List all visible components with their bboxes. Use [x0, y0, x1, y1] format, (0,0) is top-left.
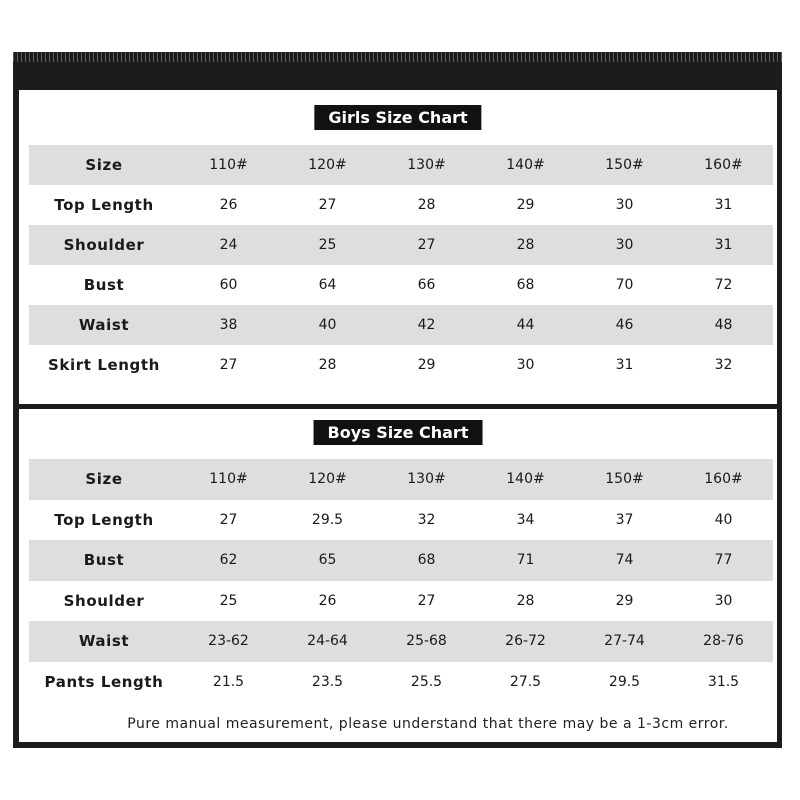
table-row	[29, 345, 773, 385]
size-header-cell: 160#	[674, 459, 773, 500]
measurement-cell: 29	[417, 357, 436, 373]
row-label: Size	[29, 459, 179, 500]
table-row	[29, 185, 773, 225]
size-header-cell: 160#	[674, 145, 773, 185]
measurement-cell: 68	[516, 277, 535, 293]
size-header-cell: 130#	[377, 145, 476, 185]
measurement-cell: 32	[714, 357, 733, 373]
measurement-cell: 70	[615, 277, 634, 293]
measurement-cell: 68	[377, 540, 476, 581]
measurement-cell: 27	[417, 592, 436, 609]
size-header-row	[29, 459, 773, 500]
measurement-cell: 48	[674, 305, 773, 345]
girls-chart-title: Girls Size Chart	[314, 105, 481, 130]
measurement-cell: 25-68	[377, 621, 476, 662]
measurement-cell: 64	[318, 277, 337, 293]
measurement-cell: 27	[219, 511, 238, 528]
measurement-cell: 31	[615, 357, 634, 373]
measurement-cell: 28-76	[674, 621, 773, 662]
measurement-cell: 60	[219, 277, 238, 293]
measurement-cell: 31	[674, 225, 773, 265]
size-chart-frame	[13, 52, 782, 748]
table-row	[29, 225, 773, 265]
measurement-cell: 65	[278, 540, 377, 581]
row-label: Shoulder	[63, 591, 145, 610]
boys-size-table	[29, 459, 773, 702]
table-row	[29, 581, 773, 622]
measurement-cell: 24-64	[278, 621, 377, 662]
boys-chart-title: Boys Size Chart	[314, 420, 483, 445]
measurement-cell: 26	[219, 197, 238, 213]
measurement-cell: 37	[615, 511, 634, 528]
measurement-cell: 34	[516, 511, 535, 528]
measurement-cell: 27	[377, 225, 476, 265]
table-row	[29, 305, 773, 345]
measurement-cell: 72	[714, 277, 733, 293]
measurement-cell: 26	[318, 592, 337, 609]
measurement-cell: 40	[714, 511, 733, 528]
row-label: Pants Length	[44, 672, 164, 691]
size-header-cell: 120#	[278, 459, 377, 500]
table-row	[29, 621, 773, 662]
measurement-cell: 30	[714, 592, 733, 609]
girls-size-table	[29, 145, 773, 385]
measurement-cell: 27.5	[509, 673, 542, 690]
measurement-cell: 21.5	[212, 673, 245, 690]
measurement-cell: 27-74	[575, 621, 674, 662]
measurement-cell: 32	[417, 511, 436, 528]
measurement-cell: 29	[516, 197, 535, 213]
measurement-cell: 26-72	[476, 621, 575, 662]
measurement-cell: 42	[377, 305, 476, 345]
row-label: Shoulder	[29, 225, 179, 265]
measurement-cell: 71	[476, 540, 575, 581]
girls-size-panel	[19, 90, 777, 404]
measurement-cell: 28	[516, 592, 535, 609]
size-header-cell: 130#	[377, 459, 476, 500]
row-label: Waist	[29, 621, 179, 662]
measurement-cell: 44	[476, 305, 575, 345]
measurement-cell: 74	[575, 540, 674, 581]
measurement-cell: 29	[615, 592, 634, 609]
row-label: Waist	[29, 305, 179, 345]
measurement-cell: 25	[219, 592, 238, 609]
row-label: Size	[29, 145, 179, 185]
size-header-cell: 150#	[575, 145, 674, 185]
measurement-note: Pure manual measurement, please understand that there may be a 1-3cm error.	[127, 716, 729, 732]
measurement-cell: 31.5	[707, 673, 740, 690]
measurement-cell: 25.5	[410, 673, 443, 690]
boys-size-panel	[19, 409, 777, 742]
measurement-cell: 24	[179, 225, 278, 265]
size-header-cell: 110#	[179, 459, 278, 500]
row-label: Skirt Length	[48, 356, 160, 374]
measurement-cell: 30	[516, 357, 535, 373]
size-header-row	[29, 145, 773, 185]
row-label: Bust	[83, 276, 125, 294]
measurement-cell: 29.5	[608, 673, 641, 690]
table-row	[29, 500, 773, 541]
size-header-cell: 120#	[278, 145, 377, 185]
size-header-cell: 150#	[575, 459, 674, 500]
row-label: Top Length	[54, 196, 154, 214]
table-row	[29, 540, 773, 581]
measurement-cell: 28	[417, 197, 436, 213]
measurement-cell: 46	[575, 305, 674, 345]
measurement-cell: 30	[615, 197, 634, 213]
measurement-cell: 38	[179, 305, 278, 345]
measurement-cell: 62	[179, 540, 278, 581]
size-header-cell: 140#	[476, 459, 575, 500]
measurement-cell: 66	[417, 277, 436, 293]
row-label: Top Length	[54, 510, 154, 529]
measurement-cell: 40	[278, 305, 377, 345]
measurement-cell: 28	[476, 225, 575, 265]
measurement-cell: 23.5	[311, 673, 344, 690]
row-label: Bust	[29, 540, 179, 581]
table-row	[29, 662, 773, 703]
measurement-cell: 30	[575, 225, 674, 265]
measurement-cell: 31	[714, 197, 733, 213]
measurement-cell: 27	[219, 357, 238, 373]
measurement-cell: 28	[318, 357, 337, 373]
measurement-cell: 27	[318, 197, 337, 213]
measurement-cell: 29.5	[311, 511, 344, 528]
measurement-cell: 23-62	[179, 621, 278, 662]
size-header-cell: 140#	[476, 145, 575, 185]
measurement-cell: 25	[278, 225, 377, 265]
ruler-strip	[13, 52, 782, 62]
size-header-cell: 110#	[179, 145, 278, 185]
table-row	[29, 265, 773, 305]
measurement-cell: 77	[674, 540, 773, 581]
